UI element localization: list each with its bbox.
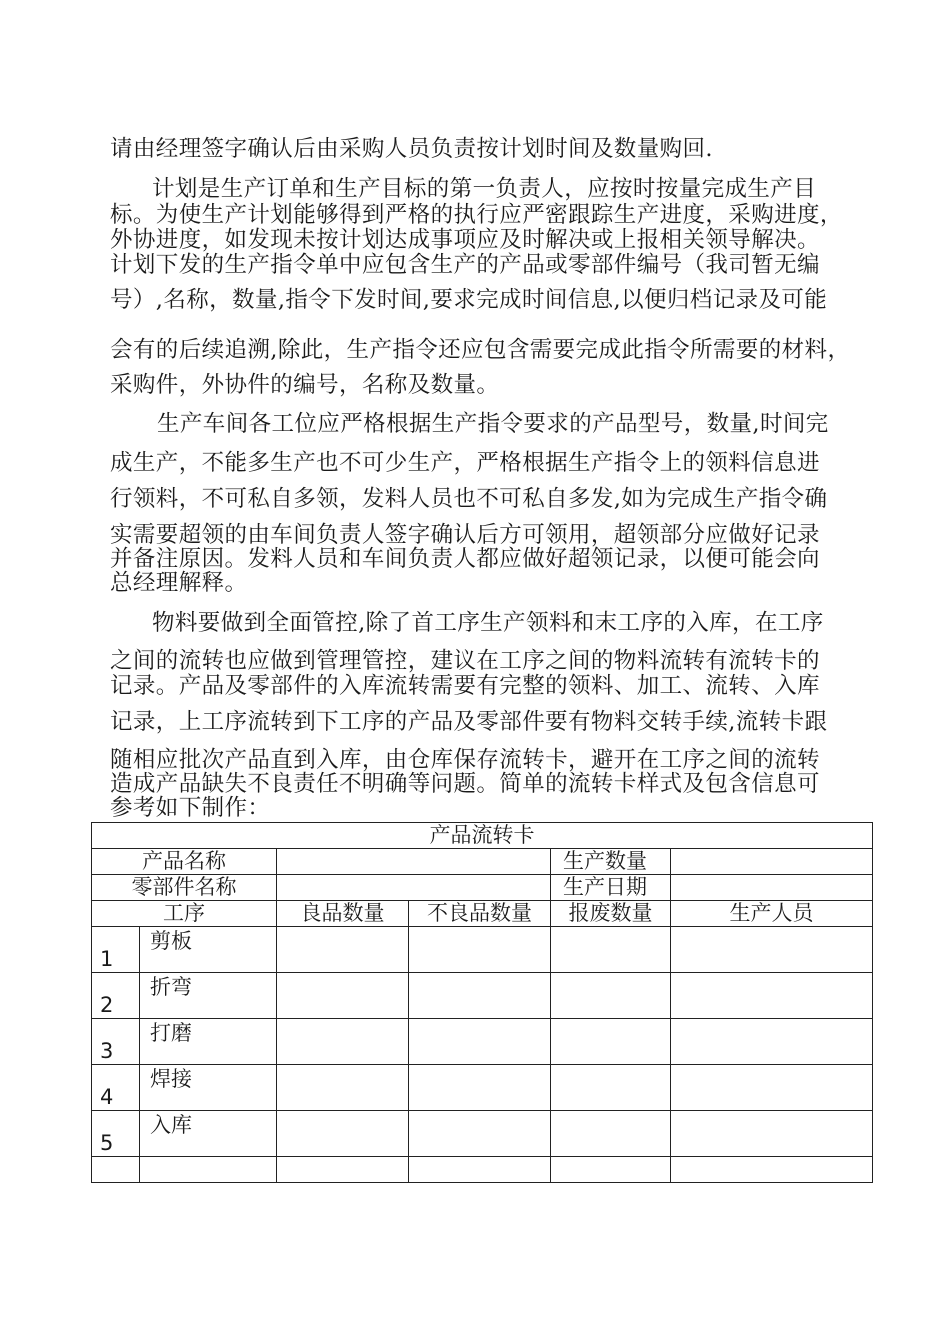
scrap-qty-cell[interactable]	[551, 973, 671, 1019]
production-qty-label: 生产数量	[551, 849, 671, 875]
defect-qty-cell[interactable]	[409, 973, 551, 1019]
header-defect-qty: 不良品数量	[409, 901, 551, 927]
paragraph-line: 物料要做到全面管控,除了首工序生产领料和末工序的入库，在工序	[152, 610, 824, 636]
flow-card-table	[91, 822, 873, 1183]
part-name-field[interactable]	[277, 875, 551, 901]
scrap-qty-cell[interactable]	[551, 1065, 671, 1111]
card-title: 产品流转卡	[92, 823, 873, 849]
paragraph-line: 会有的后续追溯,除此，生产指令还应包含需要完成此指令所需要的材料，	[110, 337, 851, 363]
production-date-label: 生产日期	[551, 875, 671, 901]
table-row	[92, 1019, 873, 1065]
header-good-qty: 良品数量	[277, 901, 409, 927]
paragraph-line: 并备注原因。发料人员和车间负责人都应做好超领记录，以便可能会向	[110, 546, 820, 572]
header-scrap-qty: 报废数量	[551, 901, 671, 927]
part-name-label: 零部件名称	[92, 875, 277, 901]
table-row	[92, 973, 873, 1019]
step-number: 1	[92, 927, 140, 973]
paragraph-line: 总经理解释。	[110, 570, 248, 596]
defect-qty-cell[interactable]	[409, 1019, 551, 1065]
card-header-row	[92, 901, 873, 927]
empty-cell[interactable]	[92, 1157, 140, 1183]
scrap-qty-cell[interactable]	[551, 1019, 671, 1065]
paragraph-line: 生产车间各工位应严格根据生产指令要求的产品型号，数量,时间完	[157, 411, 829, 437]
paragraph-line: 之间的流转也应做到管理管控，建议在工序之间的物料流转有流转卡的	[110, 648, 820, 674]
paragraph-line: 计划下发的生产指令单中应包含生产的产品或零部件编号（我司暂无编	[110, 252, 820, 278]
step-name: 焊接	[140, 1065, 277, 1111]
scrap-qty-cell[interactable]	[551, 927, 671, 973]
paragraph-line: 采购件，外协件的编号，名称及数量。	[110, 372, 500, 398]
product-name-label: 产品名称	[92, 849, 277, 875]
step-name: 剪板	[140, 927, 277, 973]
header-process: 工序	[92, 901, 277, 927]
step-number: 5	[92, 1111, 140, 1157]
step-name: 入库	[140, 1111, 277, 1157]
good-qty-cell[interactable]	[277, 1019, 409, 1065]
scrap-qty-cell[interactable]	[551, 1111, 671, 1157]
step-number: 2	[92, 973, 140, 1019]
step-name: 折弯	[140, 973, 277, 1019]
step-name: 打磨	[140, 1019, 277, 1065]
operator-cell[interactable]	[671, 973, 873, 1019]
product-name-field[interactable]	[277, 849, 551, 875]
paragraph-line: 记录，上工序流转到下工序的产品及零部件要有物料交转手续,流转卡跟	[110, 709, 828, 735]
paragraph-line: 记录。产品及零部件的入库流转需要有完整的领料、加工、流转、入库	[110, 673, 820, 699]
paragraph-line: 号）,名称，数量,指令下发时间,要求完成时间信息,以便归档记录及可能	[110, 287, 828, 313]
paragraph-line: 行领料，不可私自多领，发料人员也不可私自多发,如为完成生产指令确	[110, 486, 828, 512]
empty-cell[interactable]	[140, 1157, 277, 1183]
good-qty-cell[interactable]	[277, 973, 409, 1019]
defect-qty-cell[interactable]	[409, 927, 551, 973]
empty-cell[interactable]	[277, 1157, 409, 1183]
good-qty-cell[interactable]	[277, 1111, 409, 1157]
empty-cell[interactable]	[671, 1157, 873, 1183]
paragraph-line: 造成产品缺失不良责任不明确等问题。简单的流转卡样式及包含信息可	[110, 771, 820, 797]
paragraph-line: 成生产，不能多生产也不可少生产，严格根据生产指令上的领料信息进	[110, 450, 820, 476]
empty-cell[interactable]	[551, 1157, 671, 1183]
operator-cell[interactable]	[671, 1019, 873, 1065]
header-operator: 生产人员	[671, 901, 873, 927]
paragraph-line: 计划是生产订单和生产目标的第一负责人，应按时按量完成生产目	[152, 176, 817, 202]
table-row	[92, 1111, 873, 1157]
defect-qty-cell[interactable]	[409, 1065, 551, 1111]
paragraph-line: 外协进度，如发现未按计划达成事项应及时解决或上报相关领导解决。	[110, 227, 820, 253]
operator-cell[interactable]	[671, 927, 873, 973]
table-row	[92, 927, 873, 973]
step-number: 4	[92, 1065, 140, 1111]
table-row	[92, 1157, 873, 1183]
defect-qty-cell[interactable]	[409, 1111, 551, 1157]
card-info-row	[92, 875, 873, 901]
table-row	[92, 1065, 873, 1111]
paragraph-line: 参考如下制作：	[110, 795, 271, 821]
card-title-row	[92, 823, 873, 849]
step-number: 3	[92, 1019, 140, 1065]
paragraph-line: 标。为使生产计划能够得到严格的执行应严密跟踪生产进度，采购进度，	[110, 202, 843, 228]
paragraph-line: 请由经理签字确认后由采购人员负责按计划时间及数量购回.	[110, 136, 713, 162]
operator-cell[interactable]	[671, 1065, 873, 1111]
production-date-field[interactable]	[671, 875, 873, 901]
empty-cell[interactable]	[409, 1157, 551, 1183]
good-qty-cell[interactable]	[277, 1065, 409, 1111]
good-qty-cell[interactable]	[277, 927, 409, 973]
paragraph-line: 实需要超领的由车间负责人签字确认后方可领用，超领部分应做好记录	[110, 522, 820, 548]
card-info-row	[92, 849, 873, 875]
operator-cell[interactable]	[671, 1111, 873, 1157]
production-qty-field[interactable]	[671, 849, 873, 875]
paragraph-line: 随相应批次产品直到入库，由仓库保存流转卡，避开在工序之间的流转	[110, 747, 820, 773]
